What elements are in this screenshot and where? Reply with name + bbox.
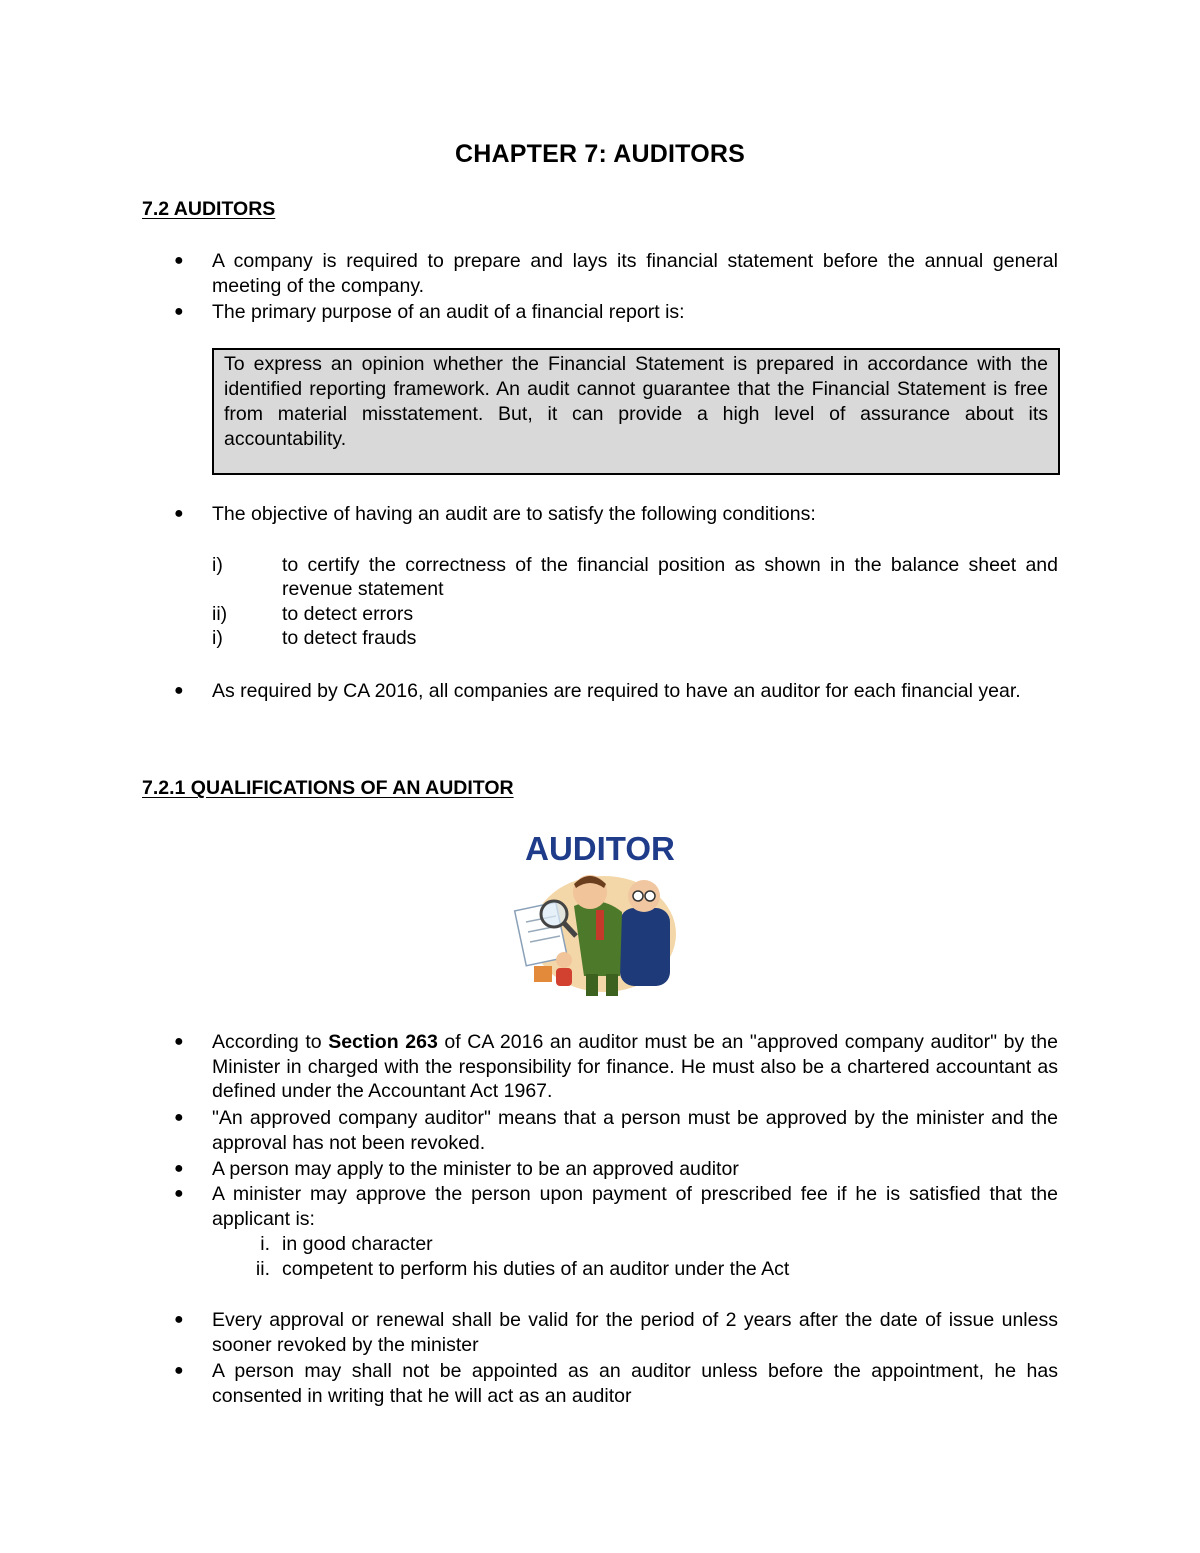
purpose-box-text: To express an opinion whether the Financial Statement is prepared in accordance with the identified reporting framework. An audit cannot guarantee that the Financial Statement is free from material misstatement. But, it can provide a high level of assurance about its accountability. [224,353,1048,450]
section-heading-qualifications: 7.2.1 QUALIFICATIONS OF AN AUDITOR [142,777,514,799]
list-item-text-pre: According to [212,1031,329,1053]
auditor-illustration-icon [512,826,688,1002]
list-item-text: A company is required to prepare and lays its financial statement before the annual general meeting of the company. [212,250,1058,297]
list-item [174,1182,1058,1231]
list-item [174,1030,1058,1104]
section-heading-auditors: 7.2 AUDITORS [142,198,276,220]
objective-number: i) [212,554,223,576]
bullet-dot-icon: ● [174,1362,184,1379]
list-item [174,502,1058,527]
sub-item-number: i. [260,1233,270,1255]
objective-number: ii) [212,603,228,625]
illustration-label: AUDITOR [525,830,675,867]
bullet-dot-icon: ● [174,1033,184,1050]
bullet-dot-icon: ● [174,1311,184,1328]
objective-text: to detect errors [282,603,414,625]
list-item-text: As required by CA 2016, all companies are required to have an auditor for each financial year. [212,680,1021,702]
list-item [174,1308,1058,1357]
bullet-dot-icon: ● [174,252,184,269]
sub-item-text: competent to perform his duties of an auditor under the Act [282,1258,790,1280]
list-item [174,1106,1058,1155]
list-item [174,1157,1058,1182]
bullet-dot-icon: ● [174,1185,184,1202]
list-item-text: A minister may approve the person upon payment of prescribed fee if he is satisfied that the applicant is: [212,1183,1058,1230]
bullet-dot-icon: ● [174,682,184,699]
objective-text: to detect frauds [282,627,417,649]
purpose-box [212,348,1060,475]
list-item-text: "An approved company auditor" means that a person must be approved by the minister and the approval has not been revoked. [212,1107,1058,1154]
bullet-dot-icon: ● [174,303,184,320]
list-item [174,300,1058,325]
sub-item-text: in good character [282,1233,433,1255]
list-item-text: Every approval or renewal shall be valid for the period of 2 years after the date of issue unless sooner revoked by the minister [212,1309,1058,1356]
list-item-text: The objective of having an audit are to satisfy the following conditions: [212,503,816,525]
list-item-text: The primary purpose of an audit of a financial report is: [212,301,685,323]
bullet-dot-icon: ● [174,505,184,522]
list-item [174,249,1058,298]
sub-item-number: ii. [255,1258,270,1280]
list-item-text-post: of CA 2016 an auditor must be an "approved company auditor" by the Minister in charged with the responsibility for finance. He must also be a chartered accountant as defined under the Accountant Act 1967. [212,1031,1058,1102]
section-reference: Section 263 [328,1031,438,1053]
objective-number: i) [212,627,223,649]
page-title: CHAPTER 7: AUDITORS [455,140,745,168]
list-item [174,679,1058,704]
bullet-dot-icon: ● [174,1109,184,1126]
list-item-text: A person may shall not be appointed as an auditor unless before the appointment, he has consented in writing that he will act as an auditor [212,1360,1058,1407]
list-item [174,1359,1058,1408]
objective-text: to certify the correctness of the financial position as shown in the balance sheet and revenue statement [282,554,1058,600]
list-item-text: A person may apply to the minister to be an approved auditor [212,1158,739,1180]
bullet-dot-icon: ● [174,1160,184,1177]
